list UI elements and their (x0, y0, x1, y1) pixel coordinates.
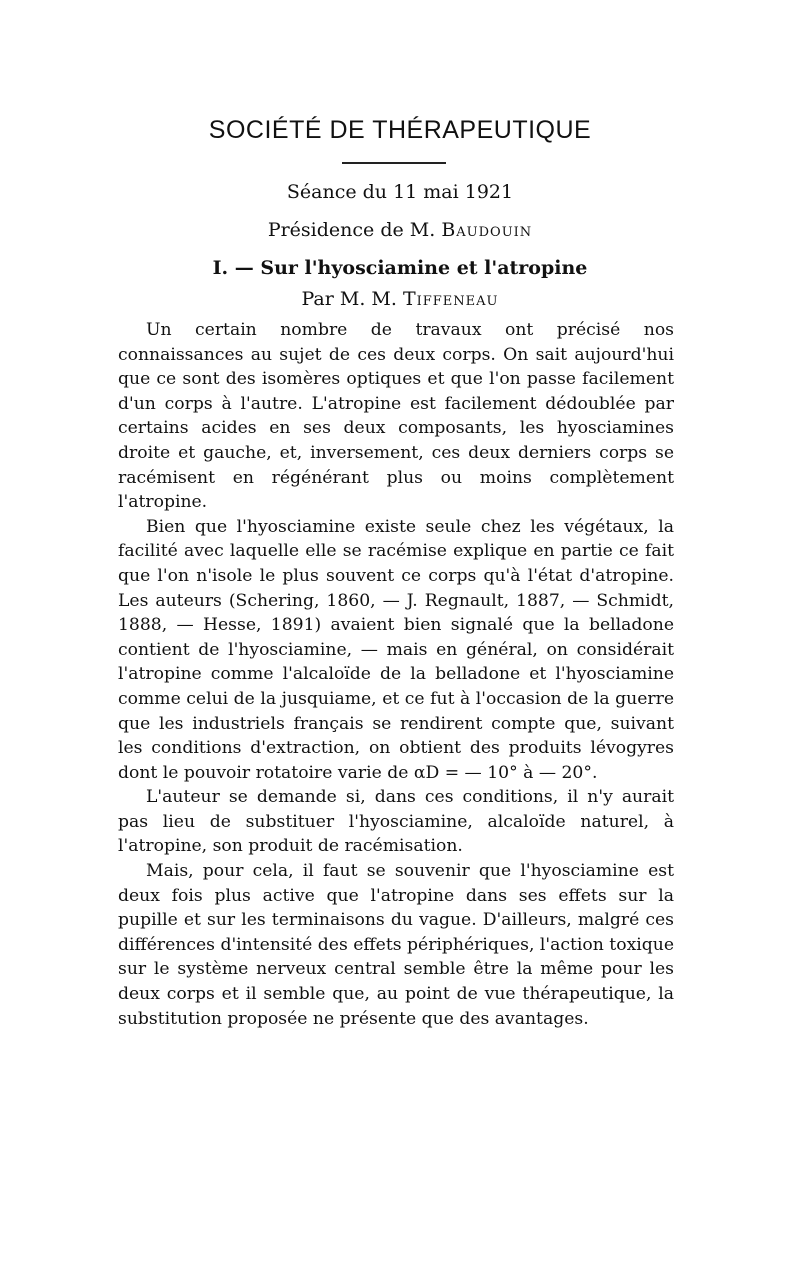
author-line (0, 287, 800, 311)
paragraph: Mais, pour cela, il faut se souvenir que l'hyosciamine est deux fois plus active que l'atropine dans ses effets sur la pupille et sur les terminaisons du vague. D'ailleurs, malgré ces différences d'intensité des effets périphériques, l'action toxique sur le système nerveux central semble être la même pour les deux corps et il semble que, au point de vue thérapeutique, la substitution proposée ne présente que des avantages. (118, 861, 674, 1029)
society-heading: SOCIÉTÉ DE THÉRAPEUTIQUE (208, 116, 592, 144)
heading-rule (342, 162, 446, 164)
author-prefix: Par M. M. (301, 288, 403, 310)
paragraph: Bien que l'hyosciamine existe seule chez les végétaux, la facilité avec laquelle elle se racémise explique en partie ce fait que l'on n'isole le plus souvent ce corps qu'à l'état d'atropine. Les auteurs (Schering, 1860, — J. Regnault, 1887, — Schmidt, 1888, — Hesse, 1891) avaient bien signalé que la belladone contient de l'hyosciamine, — mais en général, on considérait l'atropine comme l'alcaloïde de la belladone et l'hyosciamine comme celui de la jusquiame, et ce fut à l'occasion de la guerre que les industriels français se rendirent compte que, suivant les conditions d'extraction, on obtient des produits lévogyres dont le pouvoir rotatoire varie de αD = — 10° à — 20°. (118, 516, 674, 783)
presidence-prefix: Présidence de M. (267, 219, 442, 241)
president-name: Baudouin (441, 219, 533, 241)
author-name: Tiffeneau (402, 288, 499, 310)
article-title: I. — Sur l'hyosciamine et l'atropine (212, 257, 588, 279)
presidence-line (0, 218, 800, 242)
paragraph: L'auteur se demande si, dans ces conditions, il n'y aurait pas lieu de substituer l'hyosciamine, alcaloïde naturel, à l'atropine, son produit de racémisation. (118, 787, 674, 857)
article-body (118, 318, 674, 1031)
session-date: Séance du 11 mai 1921 (286, 181, 514, 203)
paragraph: Un certain nombre de travaux ont précisé nos connaissances au sujet de ces deux corps. On sait aujourd'hui que ce sont des isomères optiques et que l'on passe facilement d'un corps à l'autre. L'atropine est facilement dédoublée par certains acides en ses deux composants, les hyosciamines droite et gauche, et, inversement, ces deux derniers corps se racémisent en régénérant plus ou moins complètement l'atropine. (118, 320, 674, 513)
